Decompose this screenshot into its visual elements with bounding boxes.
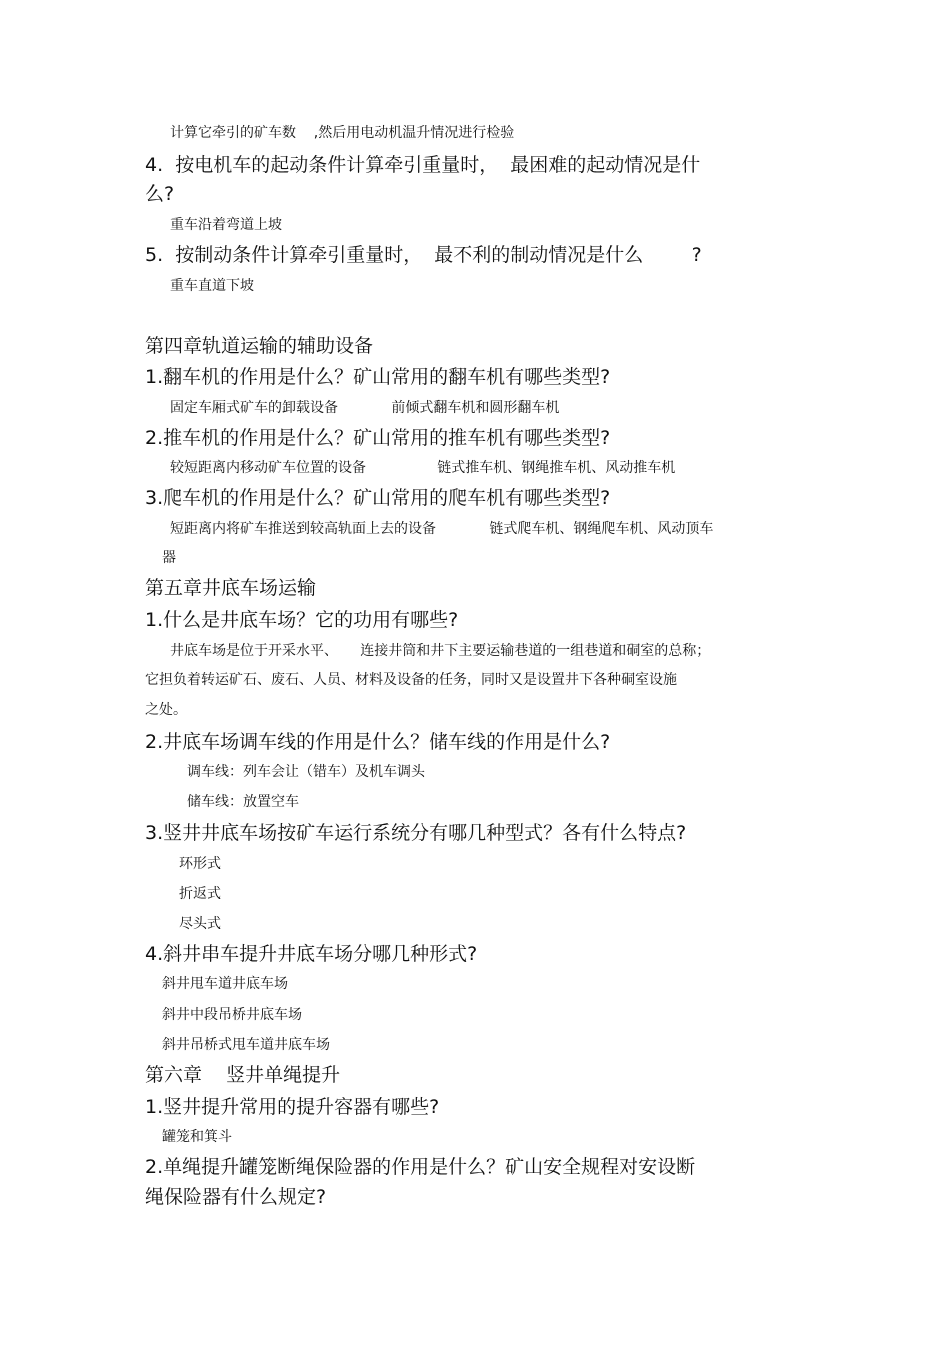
answer-text: 之处。 xyxy=(145,702,187,718)
answer-text: 调车线：列车会让（错车）及机车调头 xyxy=(187,764,425,780)
question-text: 1.什么是井底车场？它的功用有哪些? xyxy=(145,609,459,631)
question-text: 2.井底车场调车线的作用是什么？储车线的作用是什么? xyxy=(145,731,611,753)
answer-text: 固定车厢式矿车的卸载设备 前倾式翻车机和圆形翻车机 xyxy=(170,400,560,416)
answer-text: 尽头式 xyxy=(179,916,221,932)
answer-text: 储车线：放置空车 xyxy=(187,794,299,810)
question-text: 4. 按电机车的起动条件计算牵引重量时， 最困难的起动情况是什 xyxy=(145,154,701,176)
answer-text: 器 xyxy=(162,550,176,566)
chapter-heading: 第六章 竖井单绳提升 xyxy=(145,1064,341,1086)
answer-text: 它担负着转运矿石、废石、人员、材料及设备的任务，同时又是设置井下各种硐室设施 xyxy=(145,672,677,688)
answer-text: 斜井吊桥式甩车道井底车场 xyxy=(162,1037,330,1053)
question-text: 2.推车机的作用是什么？矿山常用的推车机有哪些类型? xyxy=(145,427,611,449)
answer-text: 环形式 xyxy=(179,856,221,872)
answer-text: 井底车场是位于开采水平、 连接井筒和井下主要运输巷道的一组巷道和硐室的总称； xyxy=(170,643,711,659)
answer-text: 斜井甩车道井底车场 xyxy=(162,976,288,992)
answer-text: 罐笼和箕斗 xyxy=(162,1129,232,1145)
question-text: 1.翻车机的作用是什么？矿山常用的翻车机有哪些类型? xyxy=(145,366,611,388)
question-text: 3.竖井井底车场按矿车运行系统分有哪几种型式？各有什么特点? xyxy=(145,822,687,844)
question-text: 3.爬车机的作用是什么？矿山常用的爬车机有哪些类型? xyxy=(145,487,611,509)
question-text: 4.斜井串车提升井底车场分哪几种形式? xyxy=(145,943,478,965)
question-text: 2.单绳提升罐笼断绳保险器的作用是什么？矿山安全规程对安设断 xyxy=(145,1156,696,1178)
answer-text: 较短距离内移动矿车位置的设备 链式推车机、钢绳推车机、风动推车机 xyxy=(170,460,676,476)
answer-text: 折返式 xyxy=(179,886,221,902)
chapter-heading: 第四章轨道运输的辅助设备 xyxy=(145,335,374,357)
answer-text: 斜井中段吊桥井底车场 xyxy=(162,1007,302,1023)
question-text: 5. 按制动条件计算牵引重量时， 最不利的制动情况是什么 ? xyxy=(145,244,702,266)
chapter-heading: 第五章井底车场运输 xyxy=(145,577,317,599)
question-text: 绳保险器有什么规定? xyxy=(145,1186,327,1208)
answer-text: 重车沿着弯道上坡 xyxy=(170,217,282,233)
answer-text: 重车直道下坡 xyxy=(170,278,254,294)
answer-text: 计算它牵引的矿车数 ,然后用电动机温升情况进行检验 xyxy=(170,125,515,141)
question-text: 1.竖井提升常用的提升容器有哪些? xyxy=(145,1096,440,1118)
answer-text: 短距离内将矿车推送到较高轨面上去的设备 链式爬车机、钢绳爬车机、风动顶车 xyxy=(170,521,714,537)
question-text: 么? xyxy=(145,183,175,205)
